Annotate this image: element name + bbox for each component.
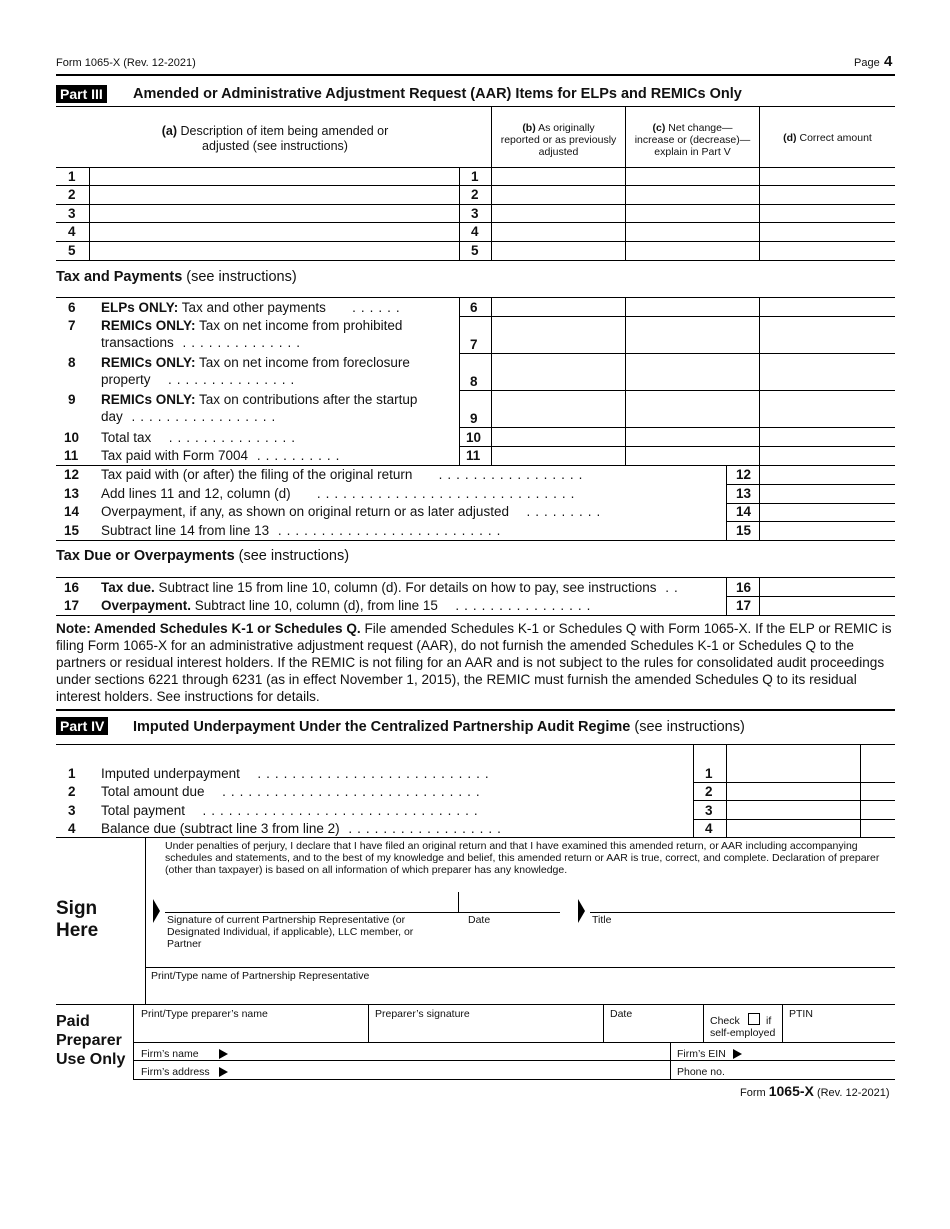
firm-name-arrow-icon [219,1049,228,1059]
p4-line-4-label: Balance due (subtract line 3 from line 2) .................. [101,821,506,836]
line-13-label: Add lines 11 and 12, column (d) .............................. [101,486,580,501]
p3-row-1-right: 1 [471,169,479,184]
print-name-label: Print/Type name of Partnership Representative [151,970,370,982]
firm-address-arrow-icon [219,1067,228,1077]
preparer-name-label: Print/Type preparer’s name [141,1008,268,1020]
p3-row-5-right: 5 [471,243,479,258]
preparer-title-3: Use Only [56,1051,126,1068]
sign-title-2: Here [56,920,99,941]
ptin-label: PTIN [789,1008,813,1020]
p3-row-4-right: 4 [471,224,479,239]
footer-form: Form 1065-X (Rev. 12-2021) [740,1083,890,1099]
line-15-label: Subtract line 14 from line 13 .......................... [101,523,506,538]
preparer-date-label: Date [610,1008,633,1020]
form-revision: Form 1065-X (Rev. 12-2021) [56,57,196,69]
p3-row-1-left: 1 [68,169,76,184]
p3-row-2-right: 2 [471,187,479,202]
line-7-label: REMICs ONLY: Tax on net income from prohibited [101,318,403,333]
part-iv-title: Imputed Underpayment Under the Centralized Partnership Audit Regime (see instructions) [133,719,745,735]
firm-ein-arrow-icon [733,1049,742,1059]
line-16-label: Tax due. Subtract line 15 from line 10, column (d). For details on how to pay, see instructions .. [101,580,683,595]
p4-line-2-label: Total amount due .............................. [101,784,485,799]
title-line[interactable] [590,912,895,913]
line-10-label: Total tax ............... [101,430,301,445]
p3-row-5-left: 5 [68,243,76,258]
line-11-label: Tax paid with Form 7004 .......... [101,448,345,463]
p3-row-3-right: 3 [471,206,479,221]
page-label: Page [854,57,880,69]
line-17-label: Overpayment. Subtract line 10, column (d), from line 15 ................ [101,598,596,613]
title-label: Title [592,914,612,926]
tax-payments-title: Tax and Payments (see instructions) [56,269,297,285]
p4-line-3-label: Total payment ................................ [101,803,483,818]
line-12-label: Tax paid with (or after) the filing of the original return ................. [101,467,588,482]
line-9-label: REMICs ONLY: Tax on contributions after the startup [101,392,418,407]
col-c-header: (c) Net change— increase or (decrease)— explain in Part V [634,122,751,158]
preparer-title-2: Preparer [56,1032,122,1049]
col-d-header: (d) Correct amount [783,132,872,144]
p3-row-4-left: 4 [68,224,76,239]
signature-line[interactable] [165,912,560,913]
p4-line-1-label: Imputed underpayment ........................... [101,766,494,781]
part-iii-label: Part III [56,85,107,103]
part-iii-title: Amended or Administrative Adjustment Request (AAR) Items for ELPs and REMICs Only [133,86,742,102]
line-14-label: Overpayment, if any, as shown on original return or as later adjusted ......... [101,504,606,519]
p3-row-2-left: 2 [68,187,76,202]
self-employed-checkbox[interactable] [748,1013,760,1025]
perjury-statement: Under penalties of perjury, I declare that I have filed an original return and that I have examined this amended return, or AAR including accompanying schedules and statements, and to the best of my knowledge and belief, this amended return or AAR is true, correct, and complete. Declaration of preparer (other than taxpayer) is based on all information of which preparer has any knowledge. [165,840,880,876]
col-b-header: (b) As originally reported or as previously adjusted [500,122,617,158]
phone-label: Phone no. [677,1066,725,1078]
title-arrow-icon [578,899,585,923]
firm-address-label: Firm’s address [141,1066,210,1078]
p3-row-3-left: 3 [68,206,76,221]
check-if-label: if [766,1015,772,1027]
firm-name-label: Firm’s name [141,1048,199,1060]
preparer-title-1: Paid [56,1013,90,1030]
page-number: 4 [884,53,893,70]
signature-label: Signature of current Partnership Representative (or Designated Individual, if applicable), LLC member, or Partner [167,914,414,950]
line-6-label: ELPs ONLY: Tax and other payments ...... [101,300,405,315]
col-a-header: (a) Description of item being amended or adjusted (see instructions) [161,124,389,153]
part-iv-label: Part IV [56,717,108,735]
self-employed-label: self-employed [710,1027,776,1039]
sign-arrow-icon [153,899,160,923]
tax-due-title: Tax Due or Overpayments (see instructions) [56,548,350,564]
firm-ein-label: Firm’s EIN [677,1048,726,1060]
check-label: Check [710,1015,740,1027]
sign-title-1: Sign [56,898,98,919]
schedules-note: Note: Amended Schedules K-1 or Schedules Q. File amended Schedules K-1 or Schedules Q with Form 1065-X. If the ELP or REMIC is filing Form 1065-X for an administrative adjustment request (AAR), do not furnish the amended Schedules K-1 or Schedules Q to the partners or residual interest holders. If the REMIC is not filing for an AAR and is not subject to the rules for consolidated audit proceedings under sections 6221 through 6231 (as in effect November 1, 2015), the REMIC must furnish the amended Schedules Q to its residual interest holders. See instructions for details. [56,621,892,704]
line-8-label: REMICs ONLY: Tax on net income from foreclosure [101,355,410,370]
date-label: Date [468,914,491,926]
preparer-signature-label: Preparer’s signature [375,1008,470,1020]
